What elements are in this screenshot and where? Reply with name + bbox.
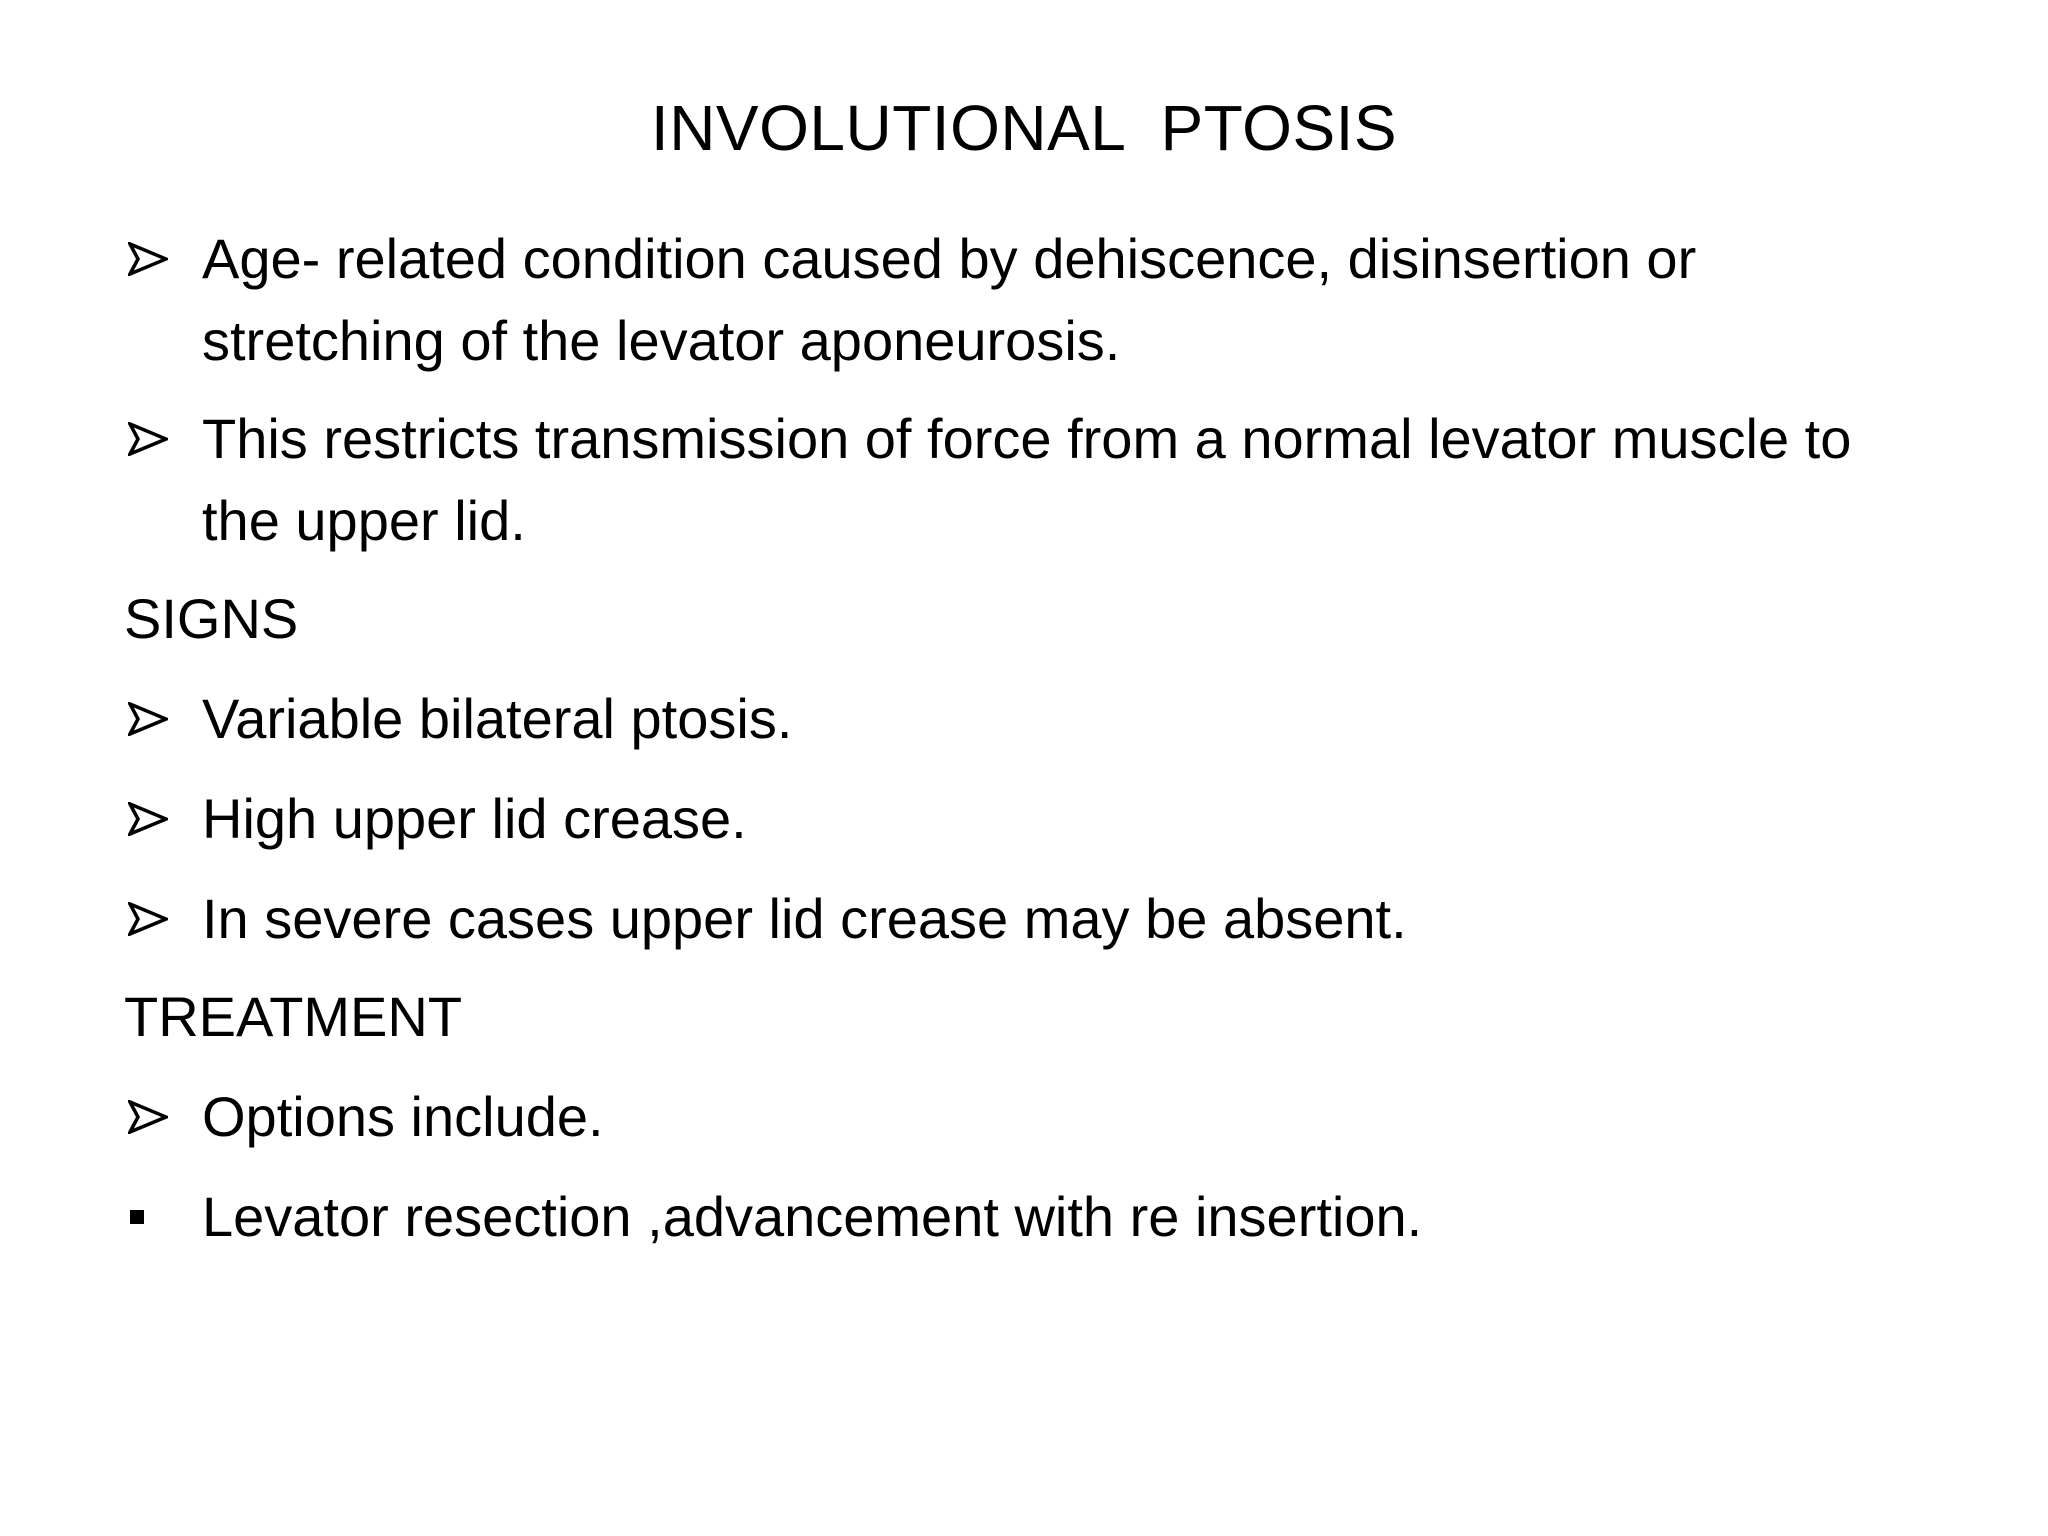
section-heading-treatment xyxy=(124,976,1924,1058)
arrowhead-bullet-icon xyxy=(124,778,184,860)
section-heading-signs xyxy=(124,578,1924,660)
square-bullet-icon xyxy=(124,1176,184,1258)
bullet-text: High upper lid crease. xyxy=(202,787,747,850)
arrowhead-bullet-icon xyxy=(124,398,184,480)
bullet-text: This restricts transmission of force from a normal levator muscle to the upper lid. xyxy=(202,407,1852,552)
arrowhead-bullet-icon xyxy=(124,218,184,300)
section-heading-text: TREATMENT xyxy=(124,985,463,1048)
bullet-item xyxy=(124,398,1924,562)
bullet-item xyxy=(124,778,1924,860)
bullet-text: Age- related condition caused by dehiscence, disinsertion or stretching of the levator aponeurosis. xyxy=(202,227,1697,372)
bullet-text: Options include. xyxy=(202,1085,604,1148)
arrowhead-bullet-icon xyxy=(124,678,184,760)
bullet-item xyxy=(124,678,1924,760)
slide-title: INVOLUTIONAL PTOSIS xyxy=(650,92,1398,164)
bullet-text: In severe cases upper lid crease may be absent. xyxy=(202,887,1407,950)
bullet-item xyxy=(124,218,1924,382)
bullet-item xyxy=(124,1076,1924,1158)
arrowhead-bullet-icon xyxy=(124,878,184,960)
arrowhead-bullet-icon xyxy=(124,1076,184,1158)
slide-body xyxy=(124,218,1924,1258)
section-heading-text: SIGNS xyxy=(124,587,299,650)
bullet-item xyxy=(124,1176,1924,1258)
bullet-text: Levator resection ,advancement with re insertion. xyxy=(202,1185,1423,1248)
bullet-item xyxy=(124,878,1924,960)
bullet-text: Variable bilateral ptosis. xyxy=(202,687,793,750)
